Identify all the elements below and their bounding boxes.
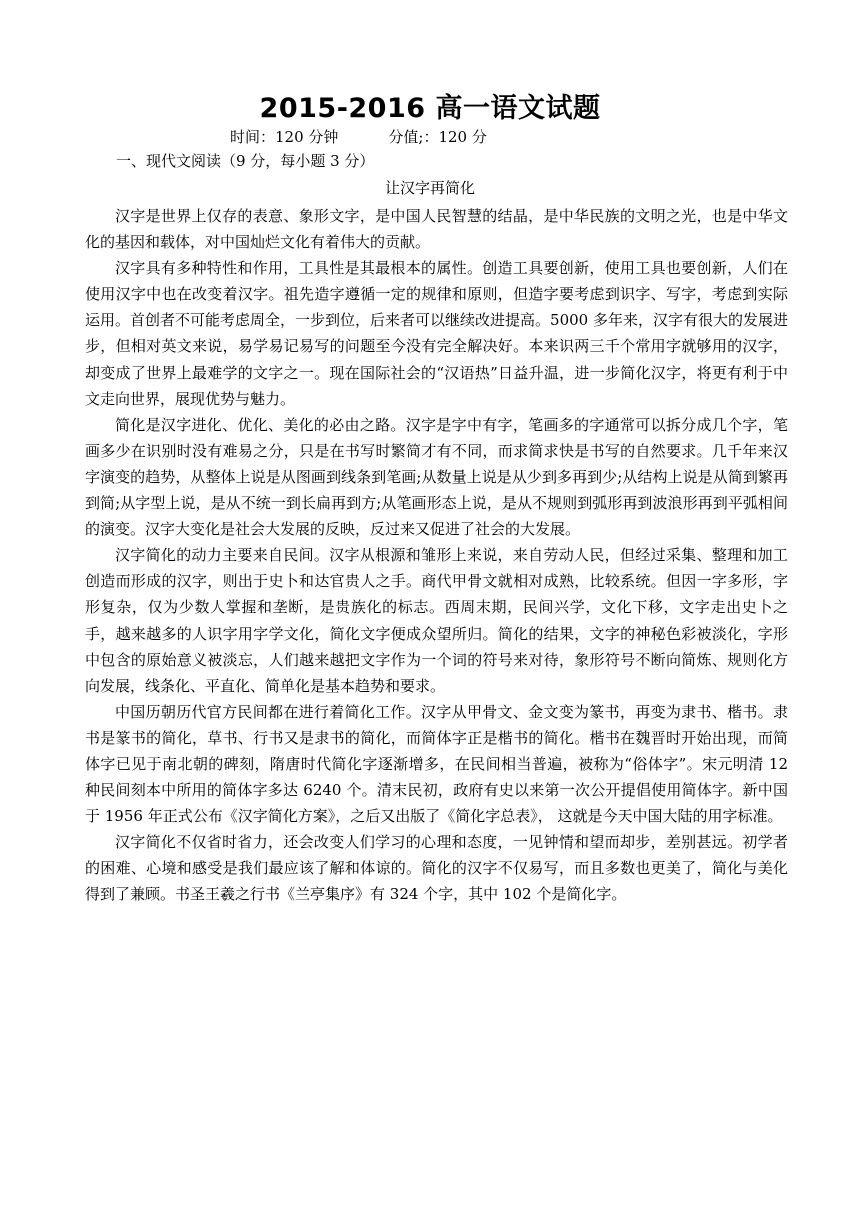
article-body [85, 203, 788, 908]
exam-meta [230, 126, 487, 147]
paragraph: 汉字简化的动力主要来自民间。汉字从根源和雏形上来说，来自劳动人民，但经过采集、整理和加工创造而形成的汉字，则出于史卜和达官贵人之手。商代甲骨文就相对成熟，比较系统。但因一字多形，字形复杂，仅为少数人掌握和垄断，是贵族化的标志。西周末期，民间兴学，文化下移，文字走出史卜之手，越来越多的人识字用字学文化，简化文字便成众望所归。简化的结果，文字的神秘色彩被淡化，字形中包含的原始意义被淡忘，人们越来越把文字作为一个词的符号来对待，象形符号不断向简炼、规则化方向发展，线条化、平直化、简单化是基本趋势和要求。 [85, 546, 788, 695]
paragraph: 汉字具有多种特性和作用，工具性是其最根本的属性。创造工具要创新，使用工具也要创新，人们在使用汉字中也在改变着汉字。祖先造字遵循一定的规律和原则，但造字要考虑到识字、写字，考虑到实际运用。首创者不可能考虑周全，一步到位，后来者可以继续改进提高。5000 多年来，汉字有很大的发展进步，但相对英文来说，易学易记易写的问题至今没有完全解决好。本来识两三千个常用字就够用的汉字，却变成了世界上最难学的文字之一。现在国际社会的“汉语热”日益升温，进一步简化汉字，将更有利于中文走向世界，展现优势与魅力。 [85, 259, 788, 408]
paragraph: 中国历朝历代官方民间都在进行着简化工作。汉字从甲骨文、金文变为篆书，再变为隶书、楷书。隶书是篆书的简化，草书、行书又是隶书的简化，而简体字正是楷书的简化。楷书在魏晋时开始出现，而简体字已见于南北朝的碑刻，隋唐时代简化字逐渐增多，在民间相当普遍，被称为“俗体字”。宋元明清 12 种民间刻本中所用的简体字多达 6240 个。清末民初，政府有史以来第一次公开提倡使用简体字。新中国于 1956 年正式公布《汉字简化方案》，之后又出版了《简化字总表》， 这就是今天中国大陆的用字标准。 [85, 702, 788, 826]
paragraph: 简化是汉字进化、优化、美化的必由之路。汉字是字中有字，笔画多的字通常可以拆分成几个字，笔画多少在识别时没有难易之分，只是在书写时繁简才有不同，而求简求快是书写的自然要求。几千年来汉字演变的趋势，从整体上说是从图画到线条到笔画;从数量上说是从少到多再到少;从结构上说是从简到繁再到简;从字型上说，是从不统一到长扁再到方;从笔画形态上说，是从不规则到弧形再到波浪形再到平弧相间的演变。汉字大变化是社会大发展的反映，反过来又促进了社会的大发展。 [85, 415, 788, 539]
section-heading: 一、现代文阅读（9 分，每小题 3 分） [116, 152, 375, 170]
article-title: 让汉字再简化 [384, 179, 475, 197]
exam-title: 2015-2016 高一语文试题 [259, 93, 601, 124]
paragraph: 汉字是世界上仅存的表意、象形文字，是中国人民智慧的结晶，是中华民族的文明之光，也是中华文化的基因和载体，对中国灿烂文化有着伟大的贡献。 [85, 207, 788, 252]
exam-time: 时间：120 分钟 [230, 128, 339, 146]
exam-score: 分值;：120 分 [388, 128, 487, 146]
paragraph: 汉字简化不仅省时省力，还会改变人们学习的心理和态度，一见钟情和望而却步，差别甚远。初学者的困难、心境和感受是我们最应该了解和体谅的。简化的汉字不仅易写，而且多数也更美了，简化与美化得到了兼顾。书圣王羲之行书《兰亭集序》有 324 个字，其中 102 个是简化字。 [85, 833, 788, 904]
